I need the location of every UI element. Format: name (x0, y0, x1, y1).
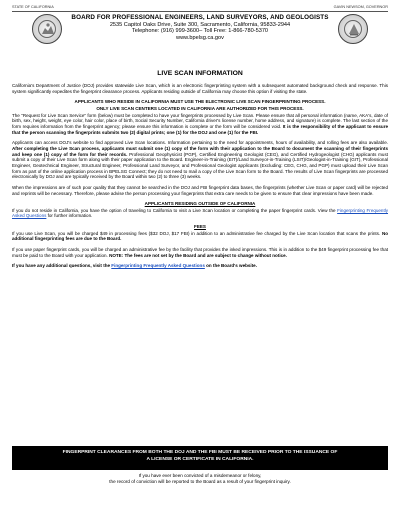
paper-paragraph (12, 247, 388, 258)
inside-heading: APPLICANTS WHO RESIDE IN CALIFORNIA MUST USE THE ELECTRONIC LIVE SCAN FINGERPRINTING PROCESS. (74, 99, 326, 105)
inside-bold-text: It is the responsibility of the applicant to ensure that the person scanning the fingerprints submits two (2) digital prints; one (1) for the DOJ and one (1) for the FBI. (12, 123, 388, 135)
fees-bold-text: No additional fingerprinting fees are due to the Board. (12, 230, 388, 242)
outside-text: If you do not reside in California, you have the option of traveling to California to visit a Live Scan location or completing the paper fingerprint cards. View the (12, 207, 336, 213)
agencies-paragraph (12, 140, 388, 180)
page-title: LIVE SCAN INFORMATION (157, 70, 243, 77)
board-website: www.bpelsg.ca.gov (176, 35, 224, 42)
top-divider (12, 11, 388, 12)
board-address: 2535 Capitol Oaks Drive, Suite 300, Sacramento, California, 95833-2944 (109, 21, 291, 28)
agencies-text-2: Professional Geophysicist (PGP), Certified Engineering Geologist (CEG), and Certified Hydrogeologist (CHG) applicants must submit a copy of their Live Scan form along with their paper application to the Board. Engineer-in-Training (EIT)/Land Surveyor-in-Training (LSIT)/Geologist-in-Training (GIT), Professional Engineer, Geotechnical Engineer, Structural Engineer, Professional Land Surveyor, and Professional Geologist applicants (Excluding: CEG, CHG, and PGP) must upload their Live Scan form as part of the online application process in BPELSG Connect; they do not need to mail a copy of the Live Scan form to the Board. The results of Live Scan fingerprints are processed electronically by DOJ and are typically received by the Board within two (2) to three (3) weeks. (12, 151, 388, 180)
outside-heading: APPLICANTS RESIDING OUTSIDE OF CALIFORNIA (144, 201, 256, 207)
faq-link-2[interactable]: Fingerprinting Frequently Asked Questions (111, 263, 205, 269)
paper-text: If you use paper fingerprint cards, you will be charged an administrative fee by the facility that provides the inked impressions. This is in addition to the $49 fingerprint processing fee that must be paid to the Board with your application. (12, 247, 388, 258)
notice-line-1: FINGERPRINT CLEARANCES FROM BOTH THE DOJ AND THE FBI MUST BE RECEIVED PRIOR TO THE ISSUANCE OF (62, 450, 338, 455)
governor-label: GAVIN NEWSOM, GOVERNOR (333, 5, 388, 9)
questions-text: If you have any additional questions, visit the (12, 263, 111, 269)
questions-text-end: on the Board's website. (206, 263, 257, 269)
state-label: STATE OF CALIFORNIA (12, 5, 54, 9)
quality-paragraph: When the impressions are of such poor quality that they cannot be searched in the DOJ and FBI fingerprint data bases, the fingerprints (whether Live Scan or paper card) will be rejected and reprints will be necessary. Therefore, please advise the person processing your fingerprints that extra care needs to be given to ensure that clear impressions have been made. (12, 184, 388, 196)
document-body (12, 83, 388, 274)
board-seal-icon (338, 14, 368, 44)
outside-paragraph (12, 208, 388, 219)
faq-link[interactable]: Fingerprinting Frequently Asked Questions (12, 207, 389, 219)
state-seal-icon (32, 14, 62, 44)
fees-paragraph (12, 231, 388, 242)
conviction-line-1: If you have ever been convicted of a misdemeanor or felony, (138, 473, 262, 478)
notice-line-2: A LICENSE OR CERTIFICATE IN CALIFORNIA. (146, 456, 254, 462)
agencies-bold-text: After completing the Live Scan process, applicants must submit one (1) copy of the form with their application to the Board to document the scanning of their fingerprints and keep one (1) copy of the form for their records. (12, 145, 388, 157)
letterhead (64, 14, 336, 42)
conviction-note (12, 473, 388, 485)
intro-paragraph: California's Department of Justice (DOJ) provides statewide Live Scan, which is an electronic fingerprinting system with a subsequent automated background check and response. This system significantly expedites the fingerprint clearance process. Applicants residing outside of California may choose this option if visiting the state. (12, 83, 388, 94)
clearance-notice (12, 446, 388, 470)
agencies-text: Applicants can access DOJ's website to find approved Live Scan locations. Information pertaining to the need for appointments, hours of availability, and rolling fees are also available. (12, 140, 388, 146)
outside-text-end: for further information. (47, 213, 93, 219)
inside-heading-2: ONLY LIVE SCAN CENTERS LOCATED IN CALIFORNIA ARE AUTHORIZED FOR THIS PROCESS. (96, 105, 304, 111)
inside-paragraph (12, 113, 388, 136)
paper-bold-text: NOTE: The fees are not set by the Board and are subject to change without notice. (109, 252, 287, 258)
inside-text: The "Request for Live Scan Service" form (below) must be completed to have your fingerprints processed by Live Scan. Please ensure that all personal information (name, AKA's, date of birth, sex, height, weight, eye color, hair color, place of birth, Social Security Number, California driver's license number, home address, and signature) is complete. The last section of the form requires information from the fingerprint agency; please ensure this information is complete or the form will be considered void. (12, 112, 388, 129)
board-phone: Telephone: (916) 999-3600– Toll Free: 1-866-780-5370 (131, 28, 269, 35)
board-name: BOARD FOR PROFESSIONAL ENGINEERS, LAND SURVEYORS, AND GEOLOGISTS (71, 14, 329, 21)
questions-paragraph (12, 263, 388, 269)
fees-heading: FEES (194, 224, 206, 230)
conviction-line-2: the record of conviction will be reported to the Board as a result of your fingerprint inquiry. (109, 479, 291, 485)
fees-text: If you use Live Scan, you will be charged $49 in processing fees ($32 DOJ, $17 FBI) in addition to an administrative fee charged by the Live Scan location that scans the prints. (12, 230, 381, 236)
